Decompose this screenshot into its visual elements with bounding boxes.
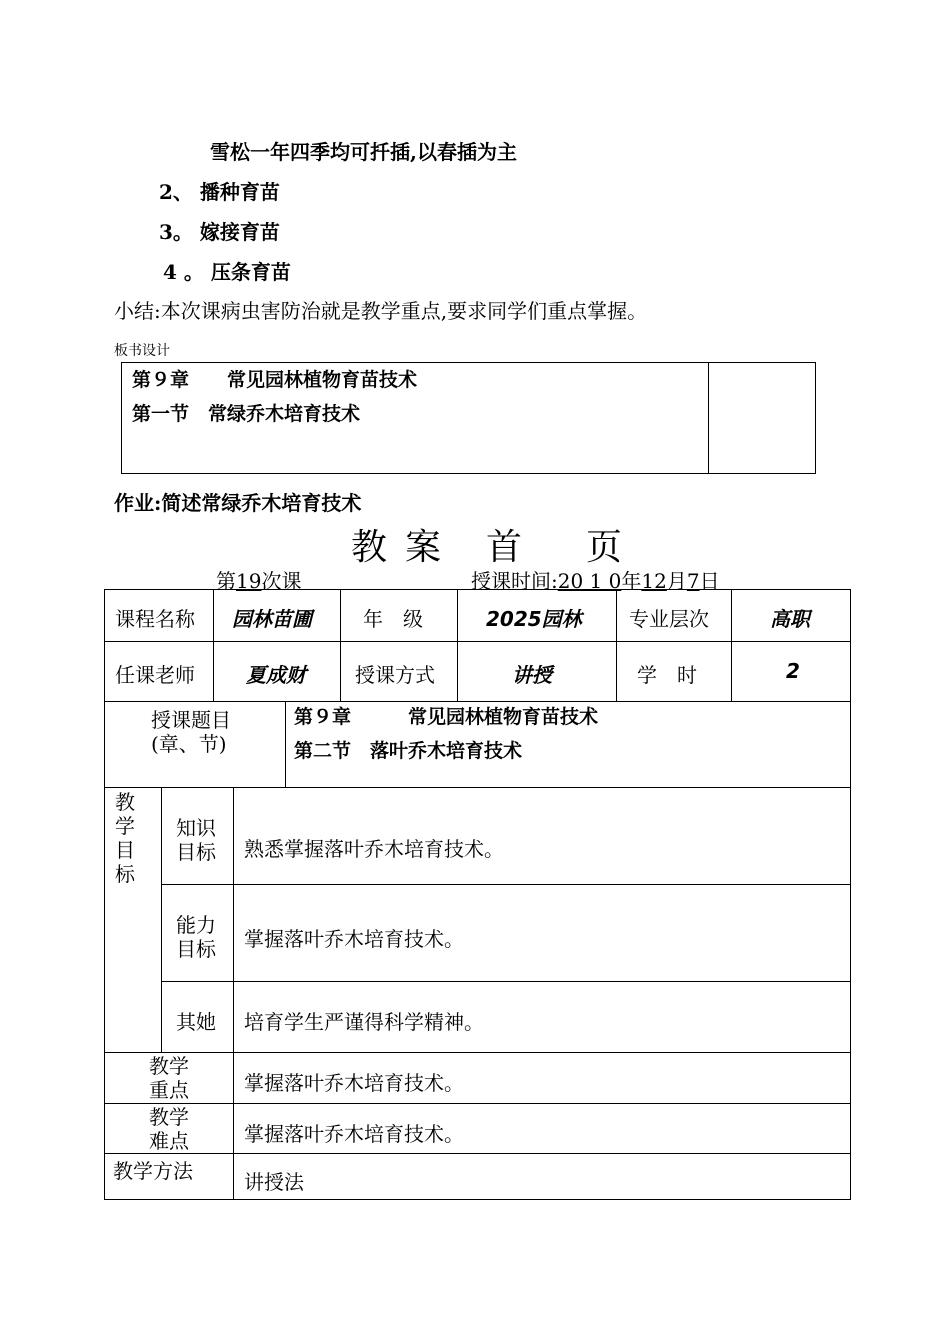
board-design-box [121,362,816,474]
title-char-4: 页 [586,527,623,568]
board-design-label: 板书设计 [114,343,170,359]
difficult-label-2: 难点 [149,1129,189,1153]
board-chapter: 第９章 常见园林植物育苗技术 [132,369,418,391]
ability-label-1: 能力 [176,913,216,937]
hours-label: 学 时 [637,663,697,687]
knowledge-label-1: 知识 [176,816,216,840]
ability-value: 掌握落叶乔木培育技术。 [244,927,464,951]
cell-topic-label [104,701,286,788]
cell-other-label [161,981,234,1053]
cell-course-value [213,589,341,642]
cell-level-value [731,589,851,642]
grade-value: 2025园林 [486,607,582,631]
teach-method-value: 讲授法 [244,1170,304,1194]
board-divider [708,363,709,473]
level-value: 高职 [770,607,810,631]
cell-other-value [233,981,851,1053]
lesson-suffix: 次课 [261,569,302,593]
other-value: 培育学生严谨得科学精神。 [244,1010,484,1034]
topic-section: 第二节 落叶乔木培育技术 [294,740,523,762]
time-year-unit: 年 [621,569,642,593]
cell-ability-label [161,884,234,982]
text-line-grafting: 3。 嫁接育苗 [159,220,280,244]
cell-grade-value [457,589,617,642]
knowledge-value: 熟悉掌握落叶乔木培育技术。 [244,837,504,861]
lesson-plan-table [104,589,851,1200]
method-label: 授课方式 [355,663,435,687]
time-day-unit: 日 [699,569,720,593]
grade-label: 年 级 [363,607,423,631]
hours-value: 2 [786,659,800,683]
board-section: 第一节 常绿乔木培育技术 [132,403,361,425]
ability-label-2: 目标 [176,937,216,961]
cell-difficult-label [104,1103,234,1154]
cell-hours-value [731,641,851,702]
time-year: 20 1 0 [557,569,622,593]
cell-method-value [457,641,617,702]
goal-label: 教学目标 [115,790,135,886]
cell-key-label [104,1052,234,1104]
cell-teacher-value [213,641,341,702]
other-label: 其她 [176,1010,216,1034]
key-label-2: 重点 [149,1078,189,1102]
cell-teacher-label [104,641,214,702]
key-value: 掌握落叶乔木培育技术。 [244,1071,464,1095]
time-month: 12 [641,569,667,593]
cell-difficult-value [233,1103,851,1154]
cell-key-value [233,1052,851,1104]
time-month-unit: 月 [666,569,687,593]
cell-grade-label [340,589,458,642]
title-char-2: 案 [405,527,442,568]
text-line-seeding: 2、 播种育苗 [159,180,280,204]
method-value: 讲授 [512,663,552,687]
lesson-number: 19 [236,569,262,593]
topic-chapter: 第９章 常见园林植物育苗技术 [294,706,599,728]
topic-label-2: (章、节) [151,732,227,756]
level-label: 专业层次 [629,607,709,631]
cell-knowledge-value [233,787,851,885]
difficult-label-1: 教学 [149,1105,189,1129]
course-label: 课程名称 [115,607,195,631]
cell-level-label [616,589,732,642]
course-value: 园林苗圃 [232,607,312,631]
summary-text: 小结:本次课病虫害防治就是教学重点,要求同学们重点掌握。 [114,299,648,323]
cell-knowledge-label [161,787,234,885]
key-label-1: 教学 [149,1054,189,1078]
cell-topic-value [285,701,851,788]
time-day: 7 [686,569,700,593]
teach-method-label: 教学方法 [113,1159,193,1183]
text-line-layering: 4 。 压条育苗 [163,260,291,284]
title-char-1: 教 [351,527,388,568]
cell-goal-label [104,787,162,1053]
cell-course-label [104,589,214,642]
cell-ability-value [233,884,851,982]
teacher-label: 任课老师 [115,663,195,687]
text-line-cedar: 雪松一年四季均可扦插,以春插为主 [210,140,517,164]
topic-label-1: 授课题目 [151,708,231,732]
title-char-3: 首 [486,527,523,568]
teacher-value: 夏成财 [246,663,306,687]
cell-method-label [340,641,458,702]
knowledge-label-2: 目标 [176,840,216,864]
difficult-value: 掌握落叶乔木培育技术。 [244,1122,464,1146]
lesson-prefix: 第 [216,569,236,593]
cell-teach-method-value [233,1153,851,1200]
homework-text: 作业:简述常绿乔木培育技术 [114,491,362,515]
cell-teach-method-label [104,1153,234,1200]
cell-hours-label [616,641,732,702]
time-label: 授课时间: [471,569,558,593]
